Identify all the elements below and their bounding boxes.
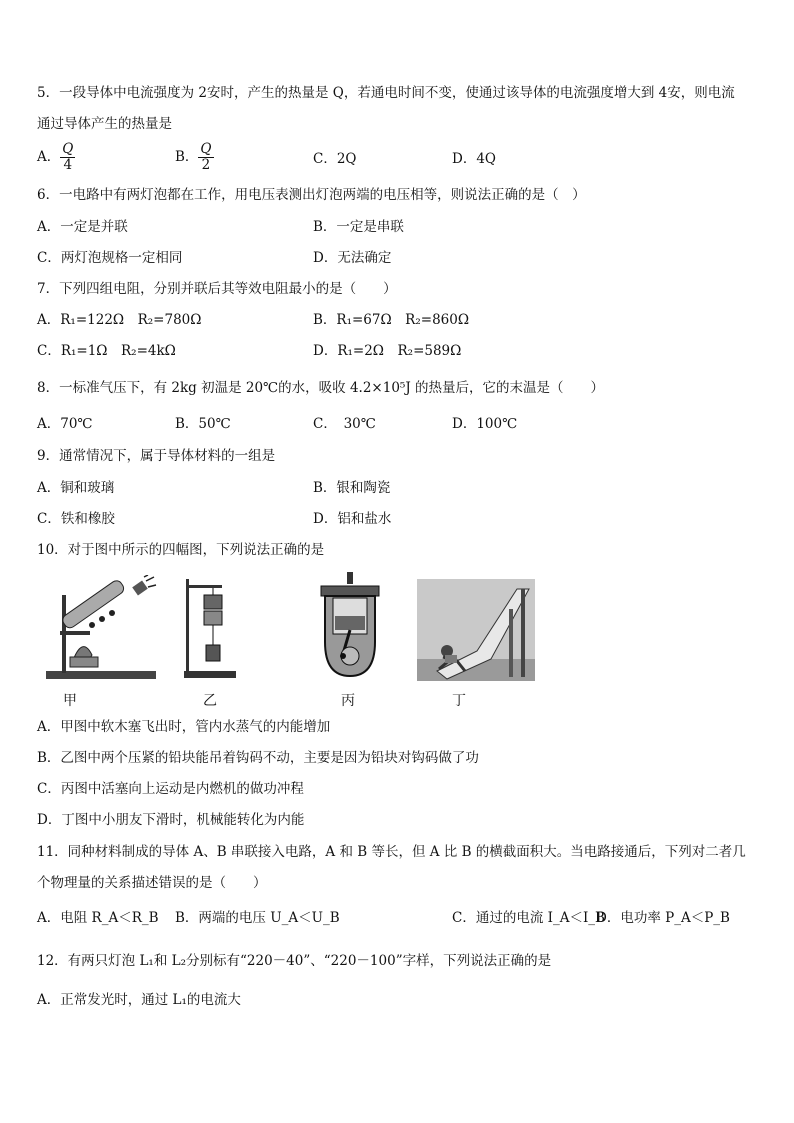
q10-option-d[interactable]: D．丁图中小朋友下滑时，机械能转化为内能 — [37, 812, 305, 828]
q9-option-c[interactable]: C．铁和橡胶 — [37, 511, 115, 527]
figure-jia-steam-cork-illustration — [42, 575, 160, 681]
figure-ding-slide-illustration — [417, 579, 535, 681]
q5-option-b-label: B． — [175, 149, 199, 165]
q8-option-a[interactable]: A．70℃ — [37, 416, 93, 432]
q5-option-b-fraction: $\frac{Q}{2}$ — [200, 141, 212, 173]
q10-option-c[interactable]: C．丙图中活塞向上运动是内燃机的做功冲程 — [37, 781, 304, 797]
q8-option-d[interactable]: D．100℃ — [452, 416, 518, 432]
q9-option-b[interactable]: B．银和陶瓷 — [313, 480, 391, 496]
q5-option-c[interactable]: C．2Q — [313, 151, 357, 167]
q7-option-b[interactable]: B．R₁=67Ω R₂=860Ω — [313, 312, 470, 328]
q5-stem-line1: 5．一段导体中电流强度为 2安时，产生的热量是 Q，若通电时间不变，使通过该导体的电流强度增大到 4安，则电流 — [37, 85, 735, 101]
q8-option-c[interactable]: C． 30℃ — [313, 416, 376, 432]
q6-option-a[interactable]: A．一定是并联 — [37, 219, 128, 235]
q9-option-d[interactable]: D．铝和盐水 — [313, 511, 392, 527]
figure-label-yi: 乙 — [203, 693, 217, 709]
q5-option-a-fraction: $\frac{Q}{4}$ — [62, 141, 74, 173]
q5-option-b[interactable] — [175, 142, 214, 173]
figure-yi-lead-blocks-illustration — [180, 575, 240, 681]
q10-stem: 10．对于图中所示的四幅图，下列说法正确的是 — [37, 542, 325, 558]
q10-option-b[interactable]: B．乙图中两个压紧的铅块能吊着钩码不动，主要是因为铅块对钩码做了功 — [37, 750, 479, 766]
q8-option-b[interactable]: B．50℃ — [175, 416, 231, 432]
q11-option-b[interactable]: B．两端的电压 U_A＜U_B — [175, 910, 340, 926]
q12-option-a[interactable]: A．正常发光时，通过 L₁的电流大 — [37, 992, 241, 1008]
q9-option-a[interactable]: A．铜和玻璃 — [37, 480, 115, 496]
q10-option-a[interactable]: A．甲图中软木塞飞出时，管内水蒸气的内能增加 — [37, 719, 331, 735]
q11-stem-line2: 个物理量的关系描述错误的是（ ） — [37, 875, 267, 891]
q12-stem: 12．有两只灯泡 L₁和 L₂分别标有“220－40”、“220－100”字样，下列说法正确的是 — [37, 953, 552, 969]
figure-label-ding: 丁 — [452, 693, 466, 709]
figure-bing-engine-cylinder-illustration — [317, 572, 383, 682]
q11-option-a[interactable]: A．电阻 R_A＜R_B — [37, 910, 159, 926]
q11-stem-line1: 11．同种材料制成的导体 A、B 串联接入电路，A 和 B 等长，但 A 比 B 的横截面积大。当电路接通后，下列对二者几 — [37, 844, 746, 860]
q6-option-c[interactable]: C．两灯泡规格一定相同 — [37, 250, 183, 266]
q5-stem-line2: 通过导体产生的热量是 — [37, 116, 172, 132]
q7-stem: 7．下列四组电阻，分别并联后其等效电阻最小的是（ ） — [37, 281, 397, 297]
q7-option-c[interactable]: C．R₁=1Ω R₂=4kΩ — [37, 343, 176, 359]
q7-option-d[interactable]: D．R₁=2Ω R₂=589Ω — [313, 343, 462, 359]
q8-stem: 8．一标准气压下，有 2kg 初温是 20℃的水，吸收 4.2×10⁵J 的热量后，它的末温是（ ） — [37, 380, 605, 396]
q5-option-a[interactable] — [37, 142, 75, 173]
q9-stem: 9．通常情况下，属于导体材料的一组是 — [37, 448, 276, 464]
q6-option-b[interactable]: B．一定是串联 — [313, 219, 404, 235]
q6-stem: 6．一电路中有两灯泡都在工作，用电压表测出灯泡两端的电压相等，则说法正确的是（ ） — [37, 187, 586, 203]
q5-option-d[interactable]: D．4Q — [452, 151, 496, 167]
q11-option-d[interactable]: D．电功率 P_A＜P_B — [596, 910, 730, 926]
figure-label-jia: 甲 — [63, 693, 77, 709]
q11-option-c[interactable]: C．通过的电流 I_A＜I_B — [452, 910, 605, 926]
q5-option-a-label: A． — [37, 149, 61, 165]
figure-label-bing: 丙 — [341, 693, 355, 709]
q7-option-a[interactable]: A．R₁=122Ω R₂=780Ω — [37, 312, 202, 328]
q6-option-d[interactable]: D．无法确定 — [313, 250, 392, 266]
